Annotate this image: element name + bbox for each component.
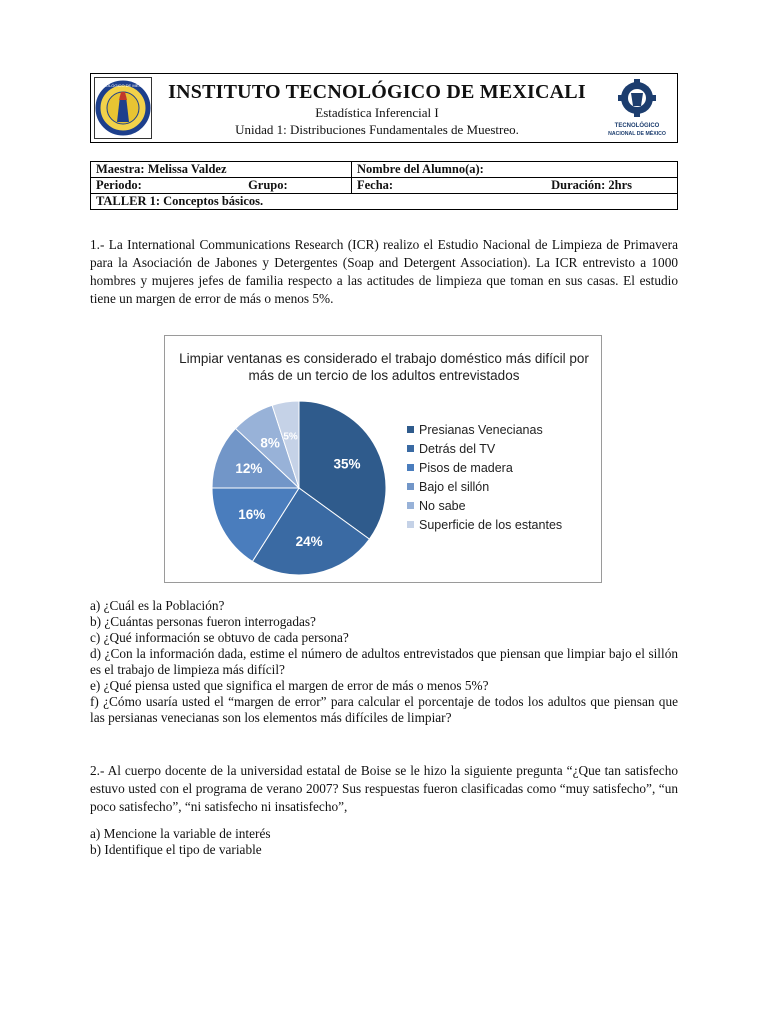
chart-legend bbox=[407, 423, 562, 532]
subject-name: Estadística Inferencial I bbox=[315, 105, 439, 120]
legend-label-5: No sabe bbox=[419, 499, 466, 513]
legend-label-4: Bajo el sillón bbox=[419, 480, 490, 494]
unit-name: Unidad 1: Distribuciones Fundamentales de Muestreo. bbox=[235, 122, 519, 137]
left-logo-text: TECNOLÓGICO DE MEXICALI bbox=[95, 83, 151, 88]
legend-label-1: Presianas Venecianas bbox=[419, 423, 543, 437]
chart-title: Limpiar ventanas es considerado el trabajo doméstico más difícil por bbox=[179, 351, 589, 366]
legend-swatch-3 bbox=[407, 464, 414, 471]
document-header bbox=[90, 73, 678, 143]
student-info-table bbox=[90, 161, 678, 210]
legend-swatch-2 bbox=[407, 445, 414, 452]
pie-label-3: 16% bbox=[238, 506, 266, 522]
question-e: e) ¿Qué piensa usted que significa el margen de error de más o menos 5%? bbox=[90, 678, 489, 693]
workshop-title: TALLER 1: Conceptos básicos. bbox=[91, 194, 678, 210]
pie-label-1: 35% bbox=[333, 456, 361, 472]
legend-label-3: Pisos de madera bbox=[419, 461, 513, 475]
group-label: Grupo: bbox=[248, 178, 288, 192]
legend-swatch-5 bbox=[407, 502, 414, 509]
question-c: c) ¿Qué información se obtuvo de cada persona? bbox=[90, 630, 349, 645]
tecnm-logo-line2: NACIONAL DE MÉXICO bbox=[608, 131, 666, 137]
teacher-cell: Maestra: Melissa Valdez bbox=[91, 162, 352, 178]
legend-swatch-6 bbox=[407, 521, 414, 528]
legend-swatch-4 bbox=[407, 483, 414, 490]
date-duration-cell[interactable] bbox=[352, 178, 678, 194]
problem1-statement: 1.- La International Communications Research (ICR) realizo el Estudio Nacional de Limpieza de Primavera para la Asociación de Jabones y Detergentes (Soap and Detergent Association). La ICR entrevisto a 1000 hombres y mujeres jefes de familia respecto a las actitudes de limpieza que toman en sus casas. El estudio tiene un margen de error de más o menos 5%. bbox=[90, 237, 678, 306]
problem1-questions bbox=[90, 598, 678, 726]
legend-label-6: Superficie de los estantes bbox=[419, 518, 563, 532]
question2-b: b) Identifique el tipo de variable bbox=[90, 842, 262, 857]
question2-a: a) Mencione la variable de interés bbox=[90, 826, 271, 841]
date-label: Fecha: bbox=[357, 178, 394, 192]
pie-slices bbox=[212, 401, 386, 575]
pie-label-5: 8% bbox=[260, 435, 280, 451]
period-label: Periodo: bbox=[96, 178, 142, 192]
pie-label-2: 24% bbox=[295, 533, 323, 549]
question-d: d) ¿Con la información dada, estime el número de adultos entrevistados que piensan que limpiar bajo el sillón es el trabajo de limpieza más difícil? bbox=[90, 646, 678, 677]
institution-title: INSTITUTO TECNOLÓGICO DE MEXICALI bbox=[168, 81, 586, 103]
legend-label-2: Detrás del TV bbox=[419, 442, 496, 456]
question-b: b) ¿Cuántas personas fueron interrogadas? bbox=[90, 614, 316, 629]
tec-mexicali-logo bbox=[94, 77, 152, 139]
tecnm-logo-line1: TECNOLÓGICO bbox=[614, 123, 660, 129]
student-name-field[interactable]: Nombre del Alumno(a): bbox=[352, 162, 678, 178]
duration-label: Duración: 2hrs bbox=[551, 178, 632, 192]
period-group-cell[interactable] bbox=[91, 178, 352, 194]
pie-label-6: 5% bbox=[283, 431, 298, 443]
problem2-questions bbox=[90, 826, 678, 858]
legend-swatch-1 bbox=[407, 426, 414, 433]
problem2-statement: 2.- Al cuerpo docente de la universidad estatal de Boise se le hizo la siguiente pregunta “¿Que tan satisfecho estuvo usted con el programa de verano 2007? Sus respuestas fueron clasificadas como “muy satisfecho”, “un poco satisfecho”, “ni satisfecho ni insatisfecho”, bbox=[90, 763, 678, 814]
chart-subtitle: más de un tercio de los adultos entrevistados bbox=[248, 368, 520, 383]
question-a: a) ¿Cuál es la Población? bbox=[90, 598, 225, 613]
tecnm-logo bbox=[603, 76, 671, 140]
pie-chart bbox=[164, 335, 602, 583]
pie-label-4: 12% bbox=[235, 461, 263, 477]
question-f: f) ¿Cómo usaría usted el “margen de error” para calcular el porcentaje de todos los adultos que piensan que las persianas venecianas son los elementos más difíciles de limpiar? bbox=[90, 694, 678, 725]
